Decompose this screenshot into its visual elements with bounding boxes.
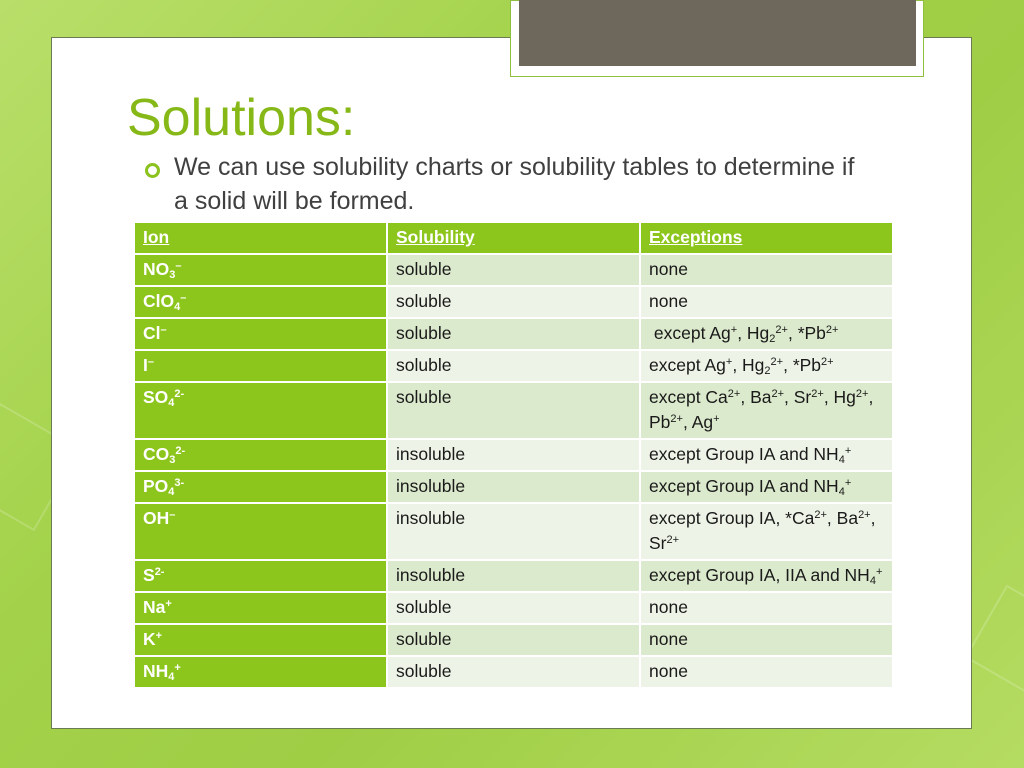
ion-cell: K+ bbox=[134, 624, 387, 656]
solubility-cell: soluble bbox=[387, 592, 640, 624]
table-header-row bbox=[134, 222, 893, 254]
exceptions-cell: none bbox=[640, 254, 893, 286]
table-row bbox=[134, 286, 893, 318]
solubility-cell: soluble bbox=[387, 624, 640, 656]
bullet-text: We can use solubility charts or solubility tables to determine if a solid will be formed. bbox=[174, 153, 855, 215]
ion-cell: I– bbox=[134, 350, 387, 382]
header-ion: Ion bbox=[134, 222, 387, 254]
table-row bbox=[134, 318, 893, 350]
ion-cell: $CO_3^{2-}$ bbox=[134, 439, 387, 471]
exceptions-cell: none bbox=[640, 592, 893, 624]
exceptions-cell: except $Ca^{2+}$, $Ba^{2+}$, $Sr^{2+}$, $Hg^{2+}$, $Pb^{2+}$, Ag+ bbox=[640, 382, 893, 439]
table-row bbox=[134, 592, 893, 624]
slide-title: Solutions: bbox=[127, 89, 356, 147]
exceptions-cell: except Group IA, IIA and $NH_4^+$ bbox=[640, 560, 893, 592]
header-solubility: Solubility bbox=[387, 222, 640, 254]
table-row bbox=[134, 503, 893, 560]
solubility-cell: insoluble bbox=[387, 503, 640, 560]
exceptions-cell: except Group IA and $NH_4^+$ bbox=[640, 471, 893, 503]
solubility-table bbox=[133, 221, 894, 689]
exceptions-cell: none bbox=[640, 656, 893, 688]
ion-cell: ClO$_4$– bbox=[134, 286, 387, 318]
solubility-cell: soluble bbox=[387, 286, 640, 318]
table-row bbox=[134, 439, 893, 471]
solubility-cell: insoluble bbox=[387, 471, 640, 503]
solubility-cell: soluble bbox=[387, 382, 640, 439]
solubility-cell: insoluble bbox=[387, 439, 640, 471]
background-hexagon-decoration bbox=[965, 585, 1024, 700]
exceptions-cell: except Ag+, $Hg_2^{2+}$, $*Pb^{2+}$ bbox=[640, 350, 893, 382]
ion-cell: $NH_4^+$ bbox=[134, 656, 387, 688]
ion-cell: Na+ bbox=[134, 592, 387, 624]
table-row bbox=[134, 382, 893, 439]
table-row bbox=[134, 656, 893, 688]
table-row bbox=[134, 350, 893, 382]
ion-cell: $SO_4^{2-}$ bbox=[134, 382, 387, 439]
solubility-cell: insoluble bbox=[387, 560, 640, 592]
header-photo bbox=[519, 0, 916, 66]
exceptions-cell: except Group IA and $NH_4^+$ bbox=[640, 439, 893, 471]
table-row bbox=[134, 560, 893, 592]
solubility-cell: soluble bbox=[387, 254, 640, 286]
solubility-cell: soluble bbox=[387, 318, 640, 350]
ion-cell: Cl– bbox=[134, 318, 387, 350]
exceptions-cell: none bbox=[640, 286, 893, 318]
table-body bbox=[134, 254, 893, 688]
ion-cell: OH– bbox=[134, 503, 387, 560]
solubility-cell: soluble bbox=[387, 656, 640, 688]
exceptions-cell: except Group IA, $*Ca^{2+}$, $Ba^{2+}$, $Sr^{2+}$ bbox=[640, 503, 893, 560]
ion-cell: $PO_4^{3-}$ bbox=[134, 471, 387, 503]
exceptions-cell: except Ag+, $Hg_2^{2+}$, $*Pb^{2+}$ bbox=[640, 318, 893, 350]
circle-bullet-icon bbox=[145, 163, 160, 178]
solubility-cell: soluble bbox=[387, 350, 640, 382]
table-row bbox=[134, 624, 893, 656]
table-row bbox=[134, 254, 893, 286]
ion-cell: $S^{2-}$ bbox=[134, 560, 387, 592]
header-exceptions: Exceptions bbox=[640, 222, 893, 254]
exceptions-cell: none bbox=[640, 624, 893, 656]
table-row bbox=[134, 471, 893, 503]
ion-cell: $NO_3^-$ bbox=[134, 254, 387, 286]
